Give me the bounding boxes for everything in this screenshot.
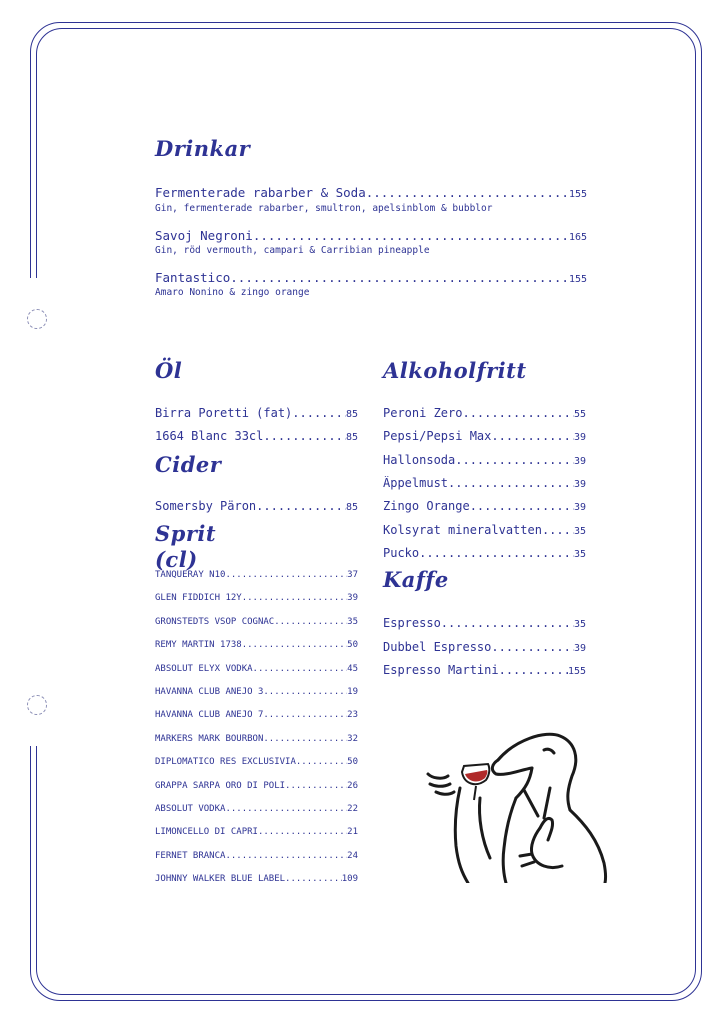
item-price: 50 xyxy=(347,640,358,651)
leader-dots xyxy=(455,453,574,467)
item-price: 165 xyxy=(568,232,587,243)
leader-dots xyxy=(263,710,347,720)
leader-dots xyxy=(542,523,574,537)
menu-item xyxy=(383,663,586,677)
binder-hole-icon xyxy=(27,695,47,715)
section-title-sprit: Sprit xyxy=(155,521,217,546)
item-name: Äppelmust xyxy=(383,475,449,490)
item-name: Fermenterade rabarber & Soda xyxy=(155,185,366,200)
item-price: 26 xyxy=(347,780,358,791)
leader-dots xyxy=(225,570,347,580)
item-price: 35 xyxy=(573,525,586,537)
item-name: GRÖNSTEDTS VSOP COGNAC xyxy=(155,616,275,627)
menu-item xyxy=(383,406,586,420)
leader-dots xyxy=(499,663,568,677)
item-name: Dubbel Espresso xyxy=(383,639,492,654)
section-title-cider: Cider xyxy=(155,452,222,477)
item-price: 37 xyxy=(347,570,358,580)
leader-dots xyxy=(462,406,573,420)
item-name: FERNET BRANCA xyxy=(155,850,226,861)
menu-item xyxy=(155,851,358,861)
item-price: 32 xyxy=(347,733,358,744)
menu-item xyxy=(155,781,358,791)
menu-item xyxy=(383,453,586,467)
item-price: 85 xyxy=(345,432,358,443)
leader-dots xyxy=(242,593,347,603)
leader-dots xyxy=(263,687,347,697)
menu-item xyxy=(155,499,358,513)
item-name: Fantastico xyxy=(155,270,231,285)
menu-item xyxy=(155,640,358,650)
item-price: 155 xyxy=(567,666,586,677)
item-price: 155 xyxy=(568,274,587,285)
item-price: 35 xyxy=(573,548,586,560)
item-name: ABSOLUT VODKA xyxy=(155,804,226,814)
menu-item xyxy=(155,804,358,814)
item-name: GLEN FIDDICH 12Y xyxy=(155,593,242,604)
menu-item xyxy=(155,874,358,884)
leader-dots xyxy=(285,781,347,791)
item-price: 39 xyxy=(347,593,358,604)
leader-dots xyxy=(230,270,569,285)
item-name: Kolsyrat mineralvatten xyxy=(383,522,542,537)
menu-item xyxy=(383,476,586,490)
leader-dots xyxy=(225,804,347,814)
leader-dots xyxy=(258,827,347,837)
item-name: Birra Poretti (fat) xyxy=(155,406,293,420)
item-name: Espresso xyxy=(383,616,441,630)
item-price: 23 xyxy=(347,710,358,721)
menu-item xyxy=(155,617,358,627)
menu-item xyxy=(155,185,587,200)
section-title-kaffe: Kaffe xyxy=(383,567,449,592)
item-name: DIPLOMATICO RES EXCLUSIVIA xyxy=(155,757,296,768)
item-price: 39 xyxy=(573,478,586,490)
item-name: Somersby Päron xyxy=(155,499,257,513)
item-name: Peroni Zero xyxy=(383,406,463,420)
leader-dots xyxy=(263,429,346,443)
item-name: GRAPPA SARPA ORO DI POLI xyxy=(155,780,286,791)
item-price: 39 xyxy=(573,502,586,514)
section-title-alkoholfritt: Alkoholfritt xyxy=(383,358,527,383)
item-price: 155 xyxy=(568,189,587,200)
leader-dots xyxy=(253,228,569,243)
item-price: 24 xyxy=(347,850,358,861)
item-price: 55 xyxy=(573,409,586,420)
wine-drinking-man-illustration xyxy=(420,728,610,883)
menu-item xyxy=(383,640,586,654)
item-name: LIMONCELLO DI CAPRI xyxy=(155,827,258,838)
item-price: 45 xyxy=(347,663,358,674)
leader-dots xyxy=(274,617,347,627)
item-price: 35 xyxy=(347,616,358,627)
leader-dots xyxy=(296,757,347,767)
item-name: REMY MARTIN 1738 xyxy=(155,640,242,651)
border-gap xyxy=(26,278,40,746)
section-title-drinkar: Drinkar xyxy=(155,136,251,161)
item-name: MARKERS MARK BOURBON xyxy=(155,733,264,744)
item-description: Gin, fermenterade rabarber, smultron, apelsinblom & bubblor xyxy=(155,203,493,214)
leader-dots xyxy=(256,499,346,513)
item-name: TANQUERAY N10 xyxy=(155,570,226,580)
item-name: HAVANNA CLUB AÑEJO 3 xyxy=(155,687,264,697)
leader-dots xyxy=(263,734,347,744)
leader-dots xyxy=(491,640,574,654)
leader-dots xyxy=(366,185,569,200)
leader-dots xyxy=(419,546,574,560)
item-description: Gin, röd vermouth, campari & Carribian pineapple xyxy=(155,245,430,256)
item-name: Pepsi/Pepsi Max xyxy=(383,429,492,444)
item-name: 1664 Blanc 33cl xyxy=(155,429,264,443)
menu-item xyxy=(383,499,586,513)
leader-dots xyxy=(491,429,574,443)
leader-dots xyxy=(225,851,347,861)
item-price: 22 xyxy=(347,804,358,814)
menu-item xyxy=(383,429,586,443)
binder-hole-icon xyxy=(27,309,47,329)
menu-item xyxy=(383,546,586,560)
menu-item xyxy=(155,570,358,580)
menu-item xyxy=(155,710,358,720)
section-title-ol: Öl xyxy=(155,358,183,383)
item-price: 85 xyxy=(345,502,358,513)
item-price: 39 xyxy=(573,432,586,444)
item-price: 19 xyxy=(347,687,358,697)
menu-item xyxy=(155,228,587,243)
menu-item xyxy=(383,523,586,537)
item-name: ABSOLUT ELYX VODKA xyxy=(155,663,253,674)
item-name: HAVANNA CLUB AÑEJO 7 xyxy=(155,710,264,721)
leader-dots xyxy=(292,406,346,420)
menu-item xyxy=(155,757,358,767)
leader-dots xyxy=(470,499,574,513)
menu-item xyxy=(383,616,586,630)
item-price: 39 xyxy=(573,455,586,467)
menu-item xyxy=(155,734,358,744)
item-name: Pucko xyxy=(383,545,420,560)
item-price: 50 xyxy=(347,757,358,768)
item-name: Espresso Martini xyxy=(383,663,499,677)
item-name: JOHNNY WALKER BLUE LABEL xyxy=(155,874,286,885)
leader-dots xyxy=(242,640,347,650)
menu-item xyxy=(155,429,358,443)
leader-dots xyxy=(285,874,342,884)
menu-item xyxy=(155,827,358,837)
section-title-sprit-unit: (cl) xyxy=(155,547,198,572)
menu-item xyxy=(155,664,358,674)
item-price: 85 xyxy=(345,409,358,420)
leader-dots xyxy=(441,616,574,630)
item-price: 35 xyxy=(573,619,586,630)
leader-dots xyxy=(253,664,348,674)
item-price: 39 xyxy=(573,642,586,654)
item-description: Amaro Nonino & zingo orange xyxy=(155,287,310,298)
item-name: Zingo Orange xyxy=(383,499,470,514)
menu-item xyxy=(155,687,358,697)
menu-item xyxy=(155,270,587,285)
leader-dots xyxy=(448,476,574,490)
item-price: 109 xyxy=(341,874,358,885)
item-name: Savoj Negroni xyxy=(155,228,253,243)
menu-item xyxy=(155,593,358,603)
item-price: 21 xyxy=(347,827,358,838)
item-name: Hallonsoda xyxy=(383,452,456,467)
menu-item xyxy=(155,406,358,420)
